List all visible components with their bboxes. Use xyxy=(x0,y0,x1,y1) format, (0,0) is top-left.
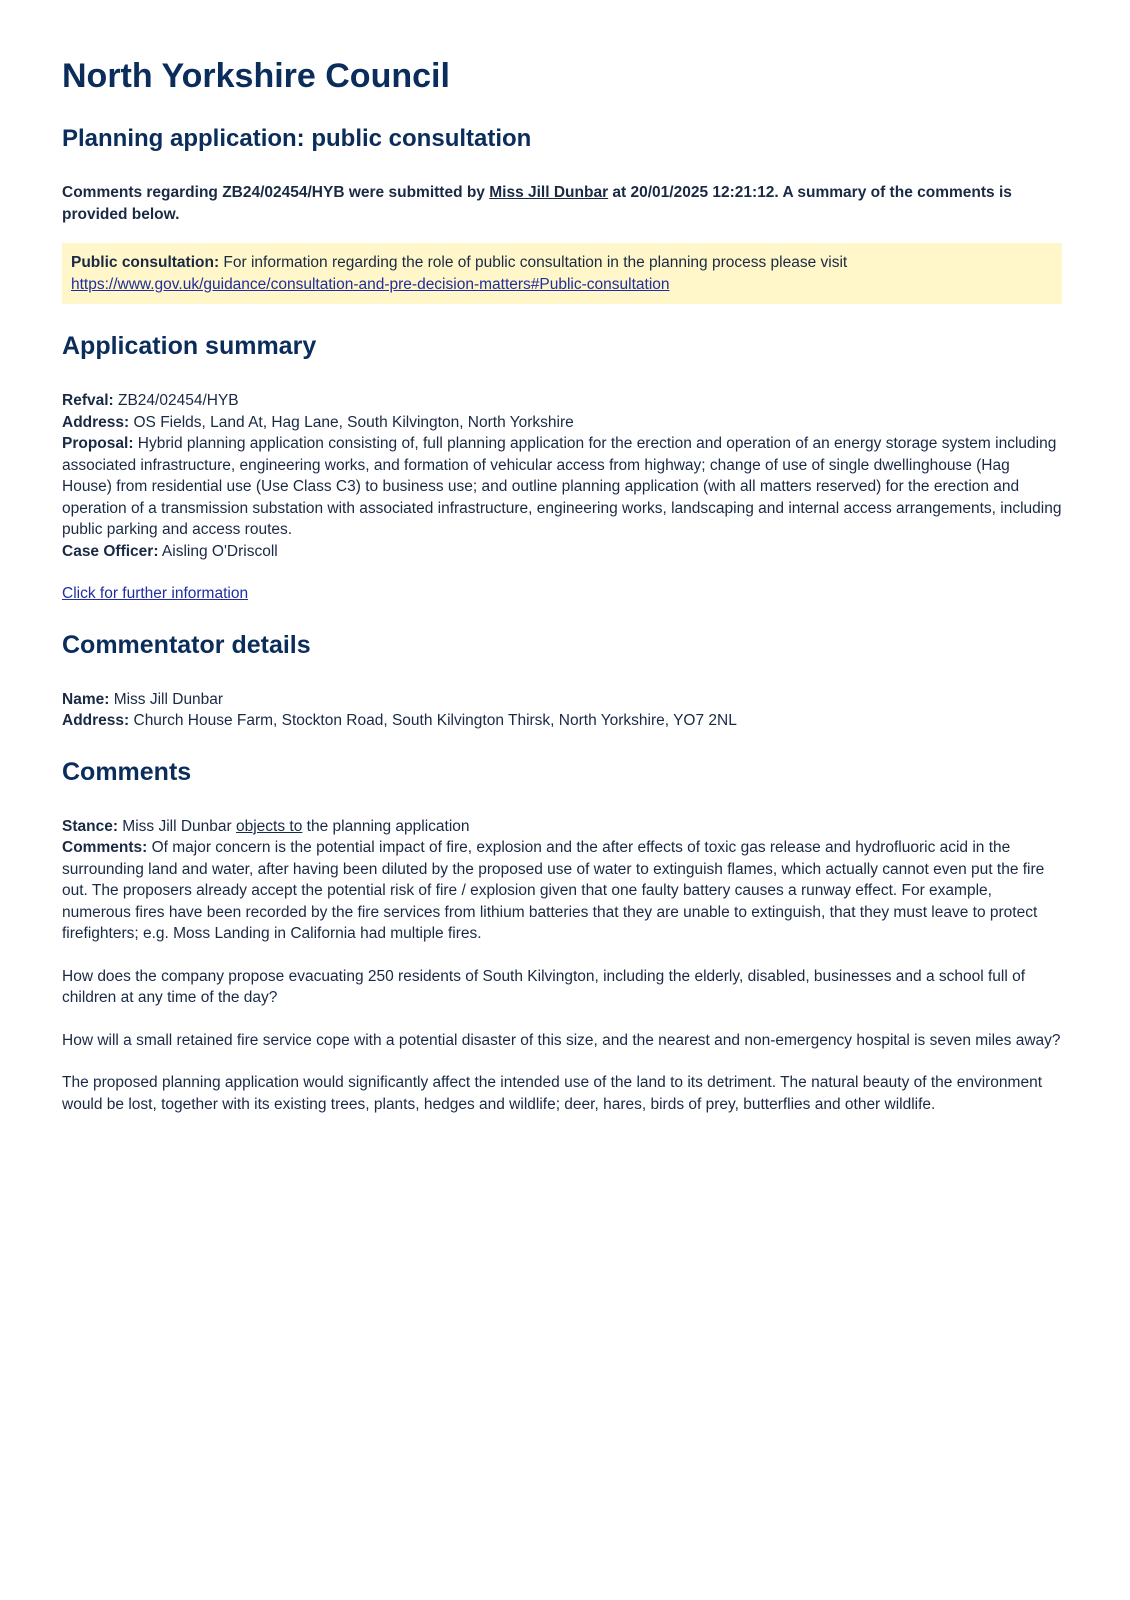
comments-paragraph-3: How will a small retained fire service cope with a potential disaster of this size, and the nearest and non-emergency hospital is seven miles away? xyxy=(62,1031,1061,1049)
submission-intro xyxy=(62,182,1057,225)
commentator-name-line xyxy=(62,689,1062,711)
stance-suffix: the planning application xyxy=(302,817,470,835)
refval-line xyxy=(62,390,1062,412)
submitter-link[interactable]: Miss Jill Dunbar xyxy=(489,184,609,201)
further-information-link[interactable]: Click for further information xyxy=(62,585,249,602)
proposal-label: Proposal: xyxy=(62,435,134,452)
commentator-address-line xyxy=(62,710,1062,732)
commentator-details xyxy=(62,689,1062,732)
comments-section xyxy=(62,816,1062,1116)
council-title: North Yorkshire Council xyxy=(62,57,450,95)
consultation-notice xyxy=(62,243,1062,304)
notice-label: Public consultation: xyxy=(71,254,220,271)
case-officer-label: Case Officer: xyxy=(62,542,159,560)
intro-prefix: Comments regarding ZB24/02454/HYB were submitted by xyxy=(62,184,490,201)
consultation-guidance-link[interactable]: https://www.gov.uk/guidance/consultation-and-pre-decision-matters#Public-consultation xyxy=(71,275,670,293)
proposal-line xyxy=(62,433,1062,541)
commentator-name-value: Miss Jill Dunbar xyxy=(109,690,224,708)
stance-line xyxy=(62,816,1062,838)
comments-heading: Comments xyxy=(62,757,192,786)
notice-body: For information regarding the role of public consultation in the planning process please visit xyxy=(219,254,848,271)
comments-paragraph-1 xyxy=(62,837,1062,945)
stance-value: objects to xyxy=(236,817,303,835)
notice-text xyxy=(71,252,1053,274)
commentator-name-label: Name: xyxy=(62,690,110,708)
application-summary xyxy=(62,390,1062,562)
application-address-value: OS Fields, Land At, Hag Lane, South Kilvington, North Yorkshire xyxy=(129,413,574,431)
comments-paragraph-4: The proposed planning application would significantly affect the intended use of the land to its detriment. The natural beauty of the environment would be lost, together with its existing trees, plants, hedges and wildlife; deer, hares, birds of prey, butterflies and other wildlife. xyxy=(62,1074,1043,1113)
comments-label: Comments: xyxy=(62,839,148,856)
notice-link-line xyxy=(71,274,1053,296)
application-address-label: Address: xyxy=(62,413,130,431)
case-officer-line xyxy=(62,541,1062,563)
intro-suffix: at 20/01/2025 12:21:12. A summary of the comments is provided below. xyxy=(62,184,1012,223)
page-subtitle: Planning application: public consultation xyxy=(62,125,532,152)
proposal-value: Hybrid planning application consisting of, full planning application for the erection and operation of an energy storage system including associated infrastructure, engineering works, and formation of vehicular access from highway; change of use of single dwellinghouse (Hag House) from residential use (Use Class C3) to business use; and outline planning application (with all matters reserved) for the erection and operation of a transmission substation with associated infrastructure, engineering works, landscaping and internal access arrangements, including public parking and access routes. xyxy=(62,435,1062,538)
stance-label: Stance: xyxy=(62,817,118,835)
commentator-details-heading: Commentator details xyxy=(62,630,311,659)
case-officer-value: Aisling O'Driscoll xyxy=(158,542,278,560)
commentator-address-value: Church House Farm, Stockton Road, South Kilvington Thirsk, North Yorkshire, YO7 2NL xyxy=(129,712,737,729)
further-info-line xyxy=(62,583,1068,605)
application-address-line xyxy=(62,412,1062,434)
comments-text-1: Of major concern is the potential impact of fire, explosion and the after effects of toxic gas release and hydrofluoric acid in the surrounding land and water, after having been diluted by the proposed use of water to extinguish flames, which actually cannot even put the fire out. The proposers already accept the potential risk of fire / explosion given that one faulty battery causes a runway effect. For example, numerous fires have been recorded by the fire services from lithium batteries that they are unable to extinguish, that they must leave to protect firefighters; e.g. Moss Landing in California had multiple fires. xyxy=(62,839,1045,942)
stance-name: Miss Jill Dunbar xyxy=(118,817,236,835)
application-summary-heading: Application summary xyxy=(62,332,317,360)
refval-value: ZB24/02454/HYB xyxy=(113,392,239,409)
comments-paragraph-2: How does the company propose evacuating 250 residents of South Kilvington, including the elderly, disabled, businesses and a school full of children at any time of the day? xyxy=(62,967,1026,1006)
refval-label: Refval: xyxy=(62,392,114,409)
commentator-address-label: Address: xyxy=(62,712,130,729)
